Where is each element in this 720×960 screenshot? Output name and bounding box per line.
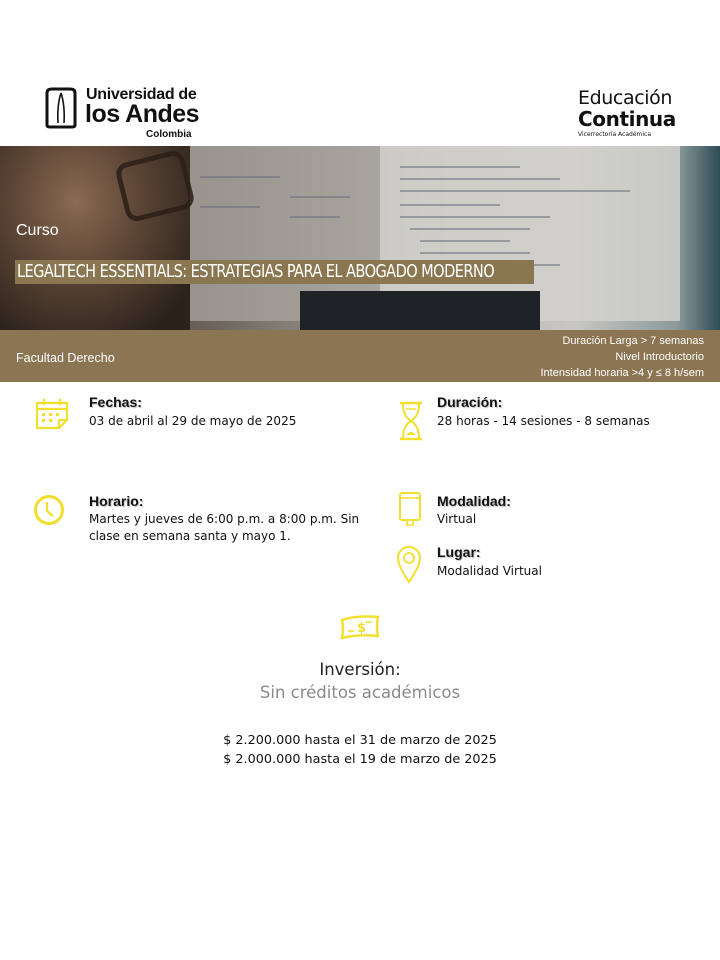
educacion-continua-logo [578,88,678,138]
course-banner-image [0,146,720,330]
money-bill-icon [338,612,382,642]
banner-code-line [200,206,260,208]
price-line: $ 2.000.000 hasta el 19 de marzo de 2025 [223,752,497,767]
svg-text:$: $ [357,621,367,636]
banner-code-line [420,252,530,254]
logo-line-2: los Andes [85,100,200,128]
course-title-bar [15,260,534,284]
banner-laptop [300,291,540,330]
course-level: Nivel Introductorio [615,351,704,363]
banner-code-line [420,240,510,242]
duration-value: 28 horas - 14 sesiones - 8 semanas [437,414,650,428]
clock-icon [33,494,65,526]
universidad-de-los-andes-logo [44,84,204,144]
investment-title: Inversión: [319,660,401,679]
schedule-label: Horario: [89,493,144,509]
logo-line-1: Universidad de [86,86,197,103]
course-type-label: Curso [16,222,59,239]
logo-line-3: Colombia [146,129,192,140]
dates-value: 03 de abril al 29 de mayo de 2025 [89,414,297,428]
investment-subtitle: Sin créditos académicos [259,683,461,702]
hour-intensity: Intensidad horaria >4 y ≤ 8 h/sem [540,367,704,379]
duration-category: Duración Larga > 7 semanas [562,335,704,347]
banner-code-line [400,190,630,192]
banner-code-line [200,176,280,178]
banner-code-line [290,216,340,218]
book-icon [397,491,423,527]
price-line: $ 2.200.000 hasta el 31 de marzo de 2025 [223,733,497,748]
banner-code-line [290,196,350,198]
modality-value: Virtual [437,512,477,526]
ec-logo-line-2: Continua [578,107,676,131]
location-pin-icon [396,546,422,584]
place-value: Modalidad Virtual [437,564,542,578]
duration-label: Duración: [437,394,503,410]
course-title: LEGALTECH ESSENTIALS: ESTRATEGIAS PARA EL ABOGADO MODERNO [17,262,495,282]
banner-code-line [400,178,560,180]
course-meta [541,333,705,381]
ec-logo-line-1: Educación [578,87,672,109]
banner-code-line [400,204,500,206]
calendar-icon [34,396,70,432]
schedule-value: Martes y jueves de 6:00 p.m. a 8:00 p.m. Sin clase en semana santa y mayo 1. [89,512,360,543]
place-label: Lugar: [437,544,481,560]
banner-code-line [400,166,520,168]
course-info-bar [0,330,720,382]
faculty-label: Facultad Derecho [16,351,115,365]
modality-label: Modalidad: [437,493,511,509]
banner-code-line [400,216,550,218]
university-crest-icon [44,87,78,129]
ec-logo-line-3: Vicerrectoría Académica [578,131,652,138]
banner-code-line [410,228,530,230]
hourglass-icon [398,400,424,442]
dates-label: Fechas: [89,394,142,410]
